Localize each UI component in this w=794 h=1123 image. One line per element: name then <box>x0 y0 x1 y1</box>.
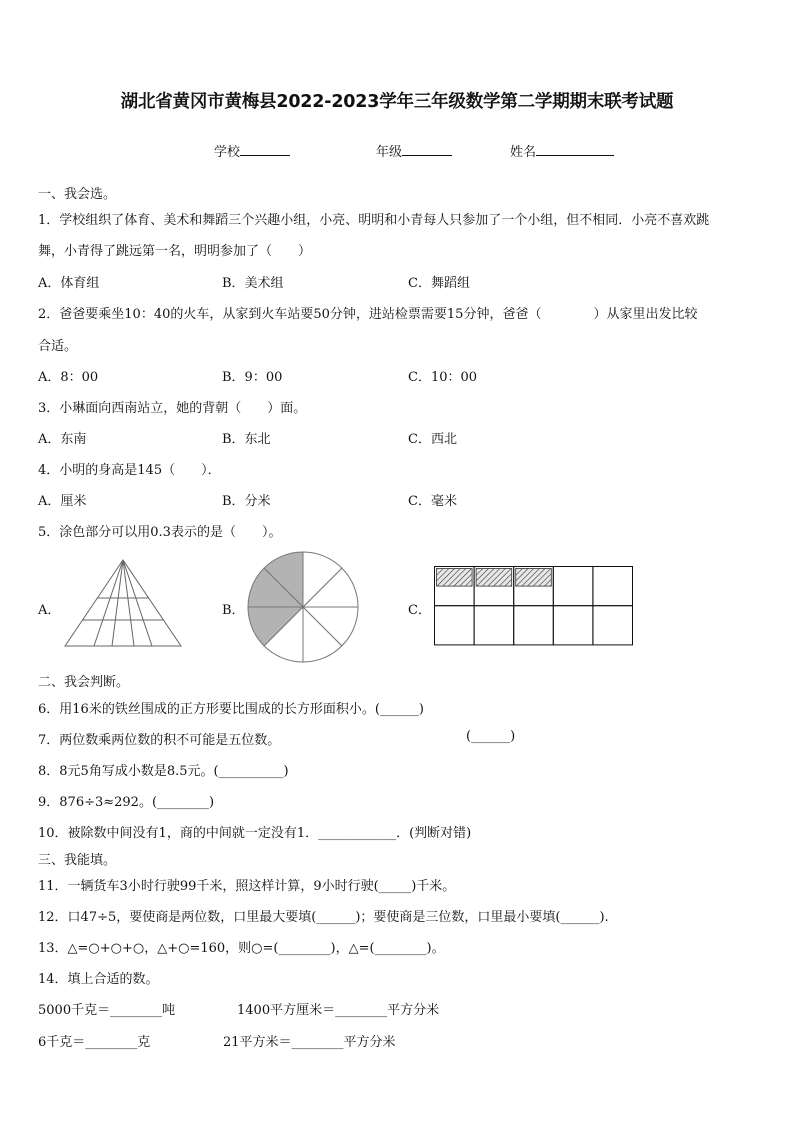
q2-option-b: B．9：00 <box>222 370 283 385</box>
question-7-blank[interactable]: (______) <box>466 729 516 744</box>
section-1-heading: 一、我会选。 <box>38 187 117 202</box>
grid-cell <box>553 567 593 606</box>
question-8: 8．8元5角写成小数是8.5元。(__________) <box>38 764 289 779</box>
name-label: 姓名 <box>510 145 537 160</box>
school-blank[interactable] <box>240 143 290 156</box>
school-field <box>214 141 290 160</box>
q4-option-a: A．厘米 <box>38 494 87 509</box>
school-label: 学校 <box>214 145 241 160</box>
question-1-line1: 1．学校组织了体育、美术和舞蹈三个兴趣小组，小亮、明明和小青每人只参加了一个小组，但不相同．小亮不喜欢跳 <box>38 213 710 228</box>
question-6: 6．用16米的铁丝围成的正方形要比围成的长方形面积小。(______) <box>38 702 424 717</box>
question-12: 12．口47÷5，要使商是两位数，口里最大要填(______)；要使商是三位数，口里最小要填(______). <box>38 910 609 925</box>
q3-option-a: A．东南 <box>38 432 87 447</box>
q5-option-b: B． <box>222 603 245 618</box>
question-14-item-1: 5000千克＝________吨 <box>38 1003 176 1018</box>
section-3-heading: 三、我能填。 <box>38 853 117 868</box>
grid-cell <box>435 606 475 645</box>
grid-figure <box>434 566 634 646</box>
page-title: 湖北省黄冈市黄梅县2022-2023学年三年级数学第二学期期末联考试题 <box>120 92 674 112</box>
question-14-item-4: 21平方米＝________平方分米 <box>223 1035 396 1050</box>
question-2-line2: 合适。 <box>38 339 78 354</box>
grid-cell <box>593 567 633 606</box>
question-14-item-2: 1400平方厘米＝________平方分米 <box>237 1003 440 1018</box>
q2-option-c: C．10：00 <box>408 370 478 385</box>
name-field <box>510 141 614 160</box>
section-2-heading: 二、我会判断。 <box>38 675 130 690</box>
q2-option-a: A．8：00 <box>38 370 99 385</box>
triangle-ray <box>123 560 134 646</box>
triangle-ray <box>94 560 123 646</box>
triangle-outline <box>65 560 181 646</box>
q1-option-b: B．美术组 <box>222 276 284 291</box>
grid-cell-shaded <box>437 569 473 587</box>
grid-cell <box>593 606 633 645</box>
q1-option-a: A．体育组 <box>38 276 100 291</box>
question-2-line1: 2．爸爸要乘坐10：40的火车，从家到火车站要50分钟，进站检票需要15分钟，爸爸（ ）从家里出发比较 <box>38 307 698 322</box>
grid-cell <box>553 606 593 645</box>
q3-option-b: B．东北 <box>222 432 271 447</box>
q4-option-c: C．毫米 <box>408 494 457 509</box>
grid-cell-shaded <box>476 569 512 587</box>
question-3: 3．小琳面向西南站立，她的背朝（ ）面。 <box>38 401 307 416</box>
grid-cell <box>514 606 554 645</box>
question-5: 5．涂色部分可以用0.3表示的是（ ）。 <box>38 525 282 540</box>
question-4: 4．小明的身高是145（ ）． <box>38 463 221 478</box>
grade-field <box>376 141 452 160</box>
q5-option-c: C． <box>408 603 431 618</box>
question-9: 9．876÷3≈292。(________) <box>38 795 215 810</box>
q1-option-c: C．舞蹈组 <box>408 276 470 291</box>
grid-cell-shaded <box>516 569 552 587</box>
grade-label: 年级 <box>376 145 403 160</box>
question-1-line2: 舞，小青得了跳远第一名，明明参加了（ ） <box>38 244 312 259</box>
question-11: 11．一辆货车3小时行驶99千米，照这样计算，9小时行驶(_____)千米。 <box>38 879 456 894</box>
question-14: 14．填上合适的数。 <box>38 972 159 987</box>
grid-cell <box>474 606 514 645</box>
question-10: 10．被除数中间没有1，商的中间就一定没有1．____________．(判断对错) <box>38 826 472 841</box>
question-14-item-3: 6千克＝________克 <box>38 1035 151 1050</box>
name-blank[interactable] <box>536 143 614 156</box>
circle-figure <box>246 550 360 664</box>
triangle-ray <box>112 560 123 646</box>
q5-option-a: A． <box>38 603 61 618</box>
triangle-figure <box>60 558 185 650</box>
grade-blank[interactable] <box>402 143 452 156</box>
q3-option-c: C．西北 <box>408 432 457 447</box>
triangle-ray <box>123 560 152 646</box>
question-13: 13．△=○+○+○，△+○=160，则○=(________)，△=(________)。 <box>38 941 445 956</box>
question-7: 7．两位数乘两位数的积不可能是五位数。 <box>38 733 281 748</box>
q4-option-b: B．分米 <box>222 494 271 509</box>
